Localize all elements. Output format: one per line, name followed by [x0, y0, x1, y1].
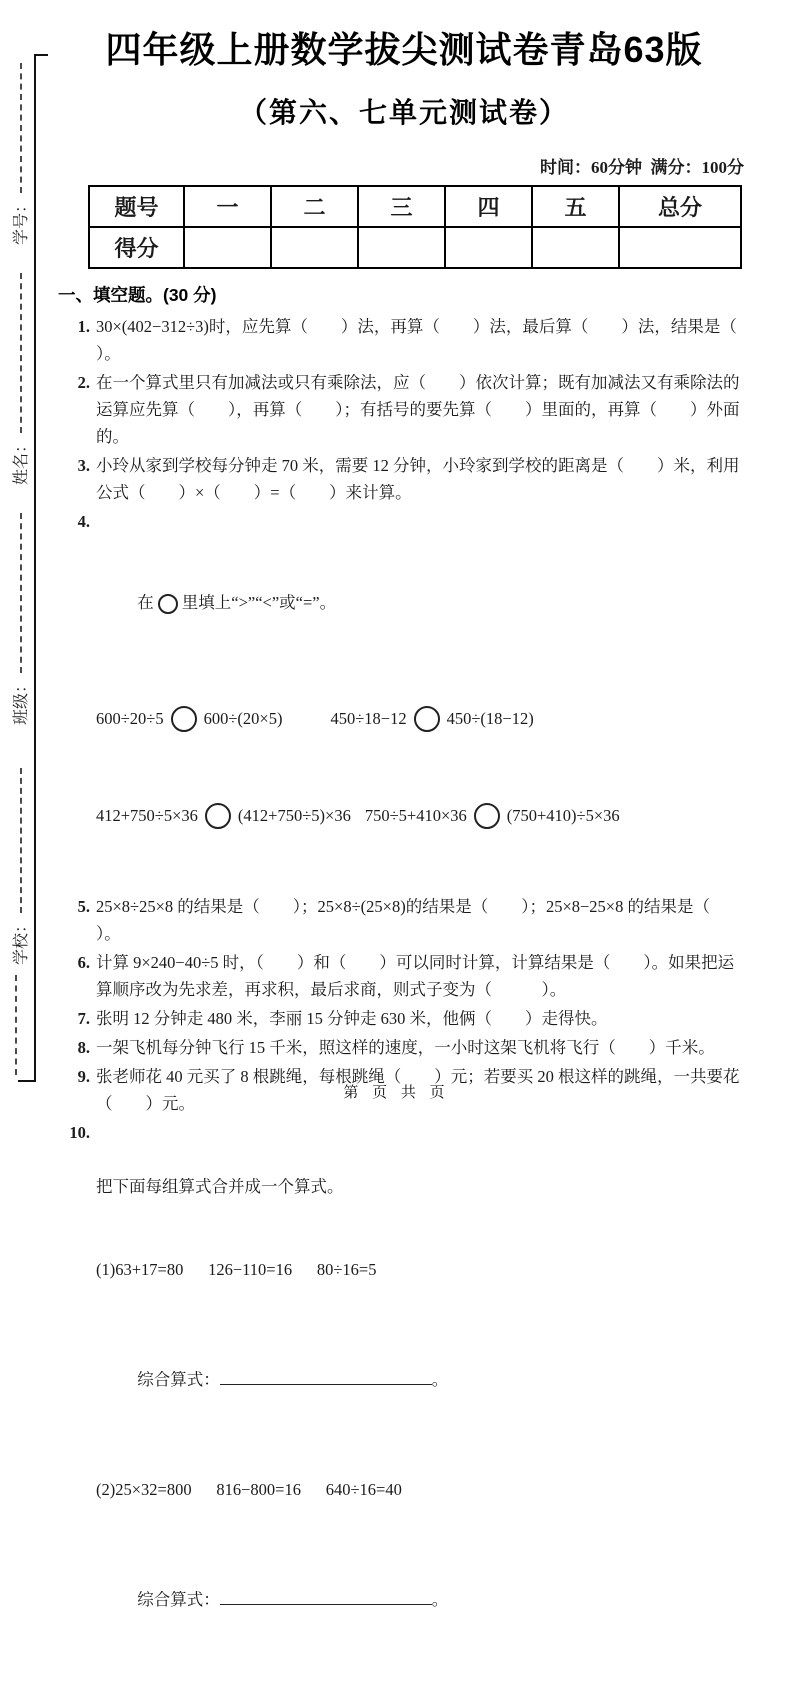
question-8-number: 8. — [77, 1038, 90, 1057]
expression-right: 450÷(18−12) — [446, 709, 534, 728]
question-6-number: 6. — [77, 953, 90, 972]
question-1-text: 30×(402−312÷3)时，应先算（ ）法，再算（ ）法，最后算（ ）法，结果是（ ）。 — [96, 317, 770, 363]
score-cell-4[interactable] — [445, 227, 532, 268]
page-number-footer: 第 页 共 页 — [343, 1085, 450, 1101]
student-id-writein-line[interactable] — [20, 63, 22, 193]
answer-line-2 — [96, 1559, 750, 1640]
question-6-text: 计算 9×240−40÷5 时，（ ）和（ ）可以同时计算，计算结果是（ ）。如果把运算顺序改为先求差，再求积，最后求商，则式子变为（ ）。 — [96, 953, 735, 999]
score-table-col-5: 五 — [532, 186, 619, 227]
margin-dashed-line — [15, 975, 17, 1075]
comparison-circle[interactable] — [171, 706, 197, 732]
expression-right: (412+750÷5)×36 — [237, 806, 351, 825]
expression-left: 750÷5+410×36 — [364, 806, 467, 825]
question-10-body — [96, 1119, 750, 1694]
question-10-text: 把下面每组算式合并成一个算式。 — [96, 1177, 344, 1196]
margin-rule-top-tick — [34, 54, 48, 56]
question-5-number: 5. — [77, 897, 90, 916]
question-3-number: 3. — [77, 456, 90, 475]
answer-period: 。 — [431, 1590, 449, 1609]
question-7-text: 张明 12 分钟走 480 米，李丽 15 分钟走 630 米，他俩（ ）走得快。 — [96, 1009, 608, 1028]
question-4-intro — [96, 562, 750, 643]
question-7 — [58, 1005, 750, 1032]
name-label: 姓名： — [13, 436, 30, 485]
question-8 — [58, 1034, 750, 1061]
score-table-col-2: 二 — [271, 186, 358, 227]
question-2 — [58, 369, 750, 450]
section-title-fill-in-blanks: 一、填空题。(30 分) — [58, 285, 217, 305]
class-writein-line[interactable] — [20, 513, 22, 673]
comparison-pair — [96, 802, 351, 829]
answer-blank[interactable] — [220, 1589, 432, 1606]
expression-right: (750+410)÷5×36 — [506, 806, 620, 825]
score-table-col-3: 三 — [358, 186, 445, 227]
score-cell-total[interactable] — [619, 227, 741, 268]
sidebar-field-name — [8, 273, 30, 485]
question-10-number: 10. — [69, 1123, 90, 1142]
school-label: 学校： — [13, 916, 30, 965]
question-4-intro-after: 里填上“>”“<”或“=”。 — [181, 593, 337, 612]
question-9-number: 9. — [77, 1067, 90, 1086]
comparison-circle[interactable] — [474, 803, 500, 829]
answer-label: 综合算式： — [137, 1590, 220, 1609]
comparison-circle[interactable] — [158, 594, 178, 614]
comparison-pair — [365, 802, 620, 829]
comparison-pair — [96, 705, 282, 732]
comparison-pair — [330, 705, 533, 732]
question-9-text: 张老师花 40 元买了 8 根跳绳，每根跳绳（ ）元；若要买 20 根这样的跳绳，一共要花（ ）元。 — [96, 1067, 740, 1113]
exam-page — [58, 16, 770, 1696]
page-subtitle: （第六、七单元测试卷） — [238, 97, 569, 128]
score-table-col-1: 一 — [184, 186, 271, 227]
comparison-circle[interactable] — [205, 803, 231, 829]
answer-period: 。 — [431, 1370, 449, 1389]
class-label: 班级： — [13, 676, 30, 725]
comparison-circle[interactable] — [414, 706, 440, 732]
question-4-number: 4. — [77, 512, 90, 531]
school-writein-line[interactable] — [20, 768, 22, 913]
question-4-body — [96, 508, 750, 891]
student-id-label: 学号： — [13, 196, 30, 245]
question-4-intro-before: 在 — [137, 593, 154, 612]
question-6 — [58, 949, 750, 1003]
sidebar-field-class — [8, 513, 30, 725]
expression-right: 600÷(20×5) — [203, 709, 283, 728]
score-table-header-tihao: 题号 — [89, 186, 184, 227]
page-title: 四年级上册数学拔尖测试卷青岛63版 — [105, 29, 703, 70]
answer-blank[interactable] — [220, 1369, 432, 1386]
question-10 — [58, 1119, 750, 1694]
expression-left: 412+750÷5×36 — [96, 806, 198, 825]
score-table-score-row — [89, 227, 741, 268]
comparison-row-1 — [96, 705, 750, 732]
exam-time-score-info: 时间：60分钟 满分：100分 — [540, 158, 744, 177]
score-cell-5[interactable] — [532, 227, 619, 268]
score-cell-1[interactable] — [184, 227, 271, 268]
score-table-header-row — [89, 186, 741, 227]
score-cell-2[interactable] — [271, 227, 358, 268]
question-7-number: 7. — [77, 1009, 90, 1028]
score-table — [88, 185, 742, 269]
question-2-number: 2. — [77, 373, 90, 392]
sidebar-field-school — [8, 768, 30, 965]
question-1 — [58, 313, 770, 367]
question-list — [58, 313, 770, 1694]
score-cell-3[interactable] — [358, 227, 445, 268]
expression-left: 450÷18−12 — [330, 709, 407, 728]
question-5 — [58, 893, 750, 947]
question-1-number: 1. — [77, 317, 90, 336]
equation-group-1: (1)63+17=80 126−110=16 80÷16=5 — [96, 1260, 377, 1279]
margin-rule — [34, 54, 36, 1082]
expression-left: 600÷20÷5 — [96, 709, 164, 728]
answer-label: 综合算式： — [137, 1370, 220, 1389]
sidebar-field-student-id — [8, 63, 30, 245]
score-table-row-defen: 得分 — [89, 227, 184, 268]
question-3-text: 小玲从家到学校每分钟走 70 米，需要 12 分钟，小玲家到学校的距离是（ ）米，利用公式（ ）×（ ）=（ ）来计算。 — [96, 456, 740, 502]
comparison-row-2 — [96, 802, 750, 829]
score-table-col-total: 总分 — [619, 186, 741, 227]
question-8-text: 一架飞机每分钟飞行 15 千米，照这样的速度，一小时这架飞机将飞行（ ）千米。 — [96, 1038, 715, 1057]
question-3 — [58, 452, 750, 506]
question-4 — [58, 508, 750, 891]
question-2-text: 在一个算式里只有加减法或只有乘除法，应（ ）依次计算；既有加减法又有乘除法的运算应先算（ ），再算（ ）；有括号的要先算（ ）里面的，再算（ ）外面的。 — [96, 373, 740, 446]
question-5-text: 25×8÷25×8 的结果是（ ）；25×8÷(25×8)的结果是（ ）；25×8−25×8 的结果是（ ）。 — [96, 897, 743, 943]
answer-line-1 — [96, 1339, 750, 1420]
score-table-col-4: 四 — [445, 186, 532, 227]
equation-group-2: (2)25×32=800 816−800=16 640÷16=40 — [96, 1480, 402, 1499]
name-writein-line[interactable] — [20, 273, 22, 433]
